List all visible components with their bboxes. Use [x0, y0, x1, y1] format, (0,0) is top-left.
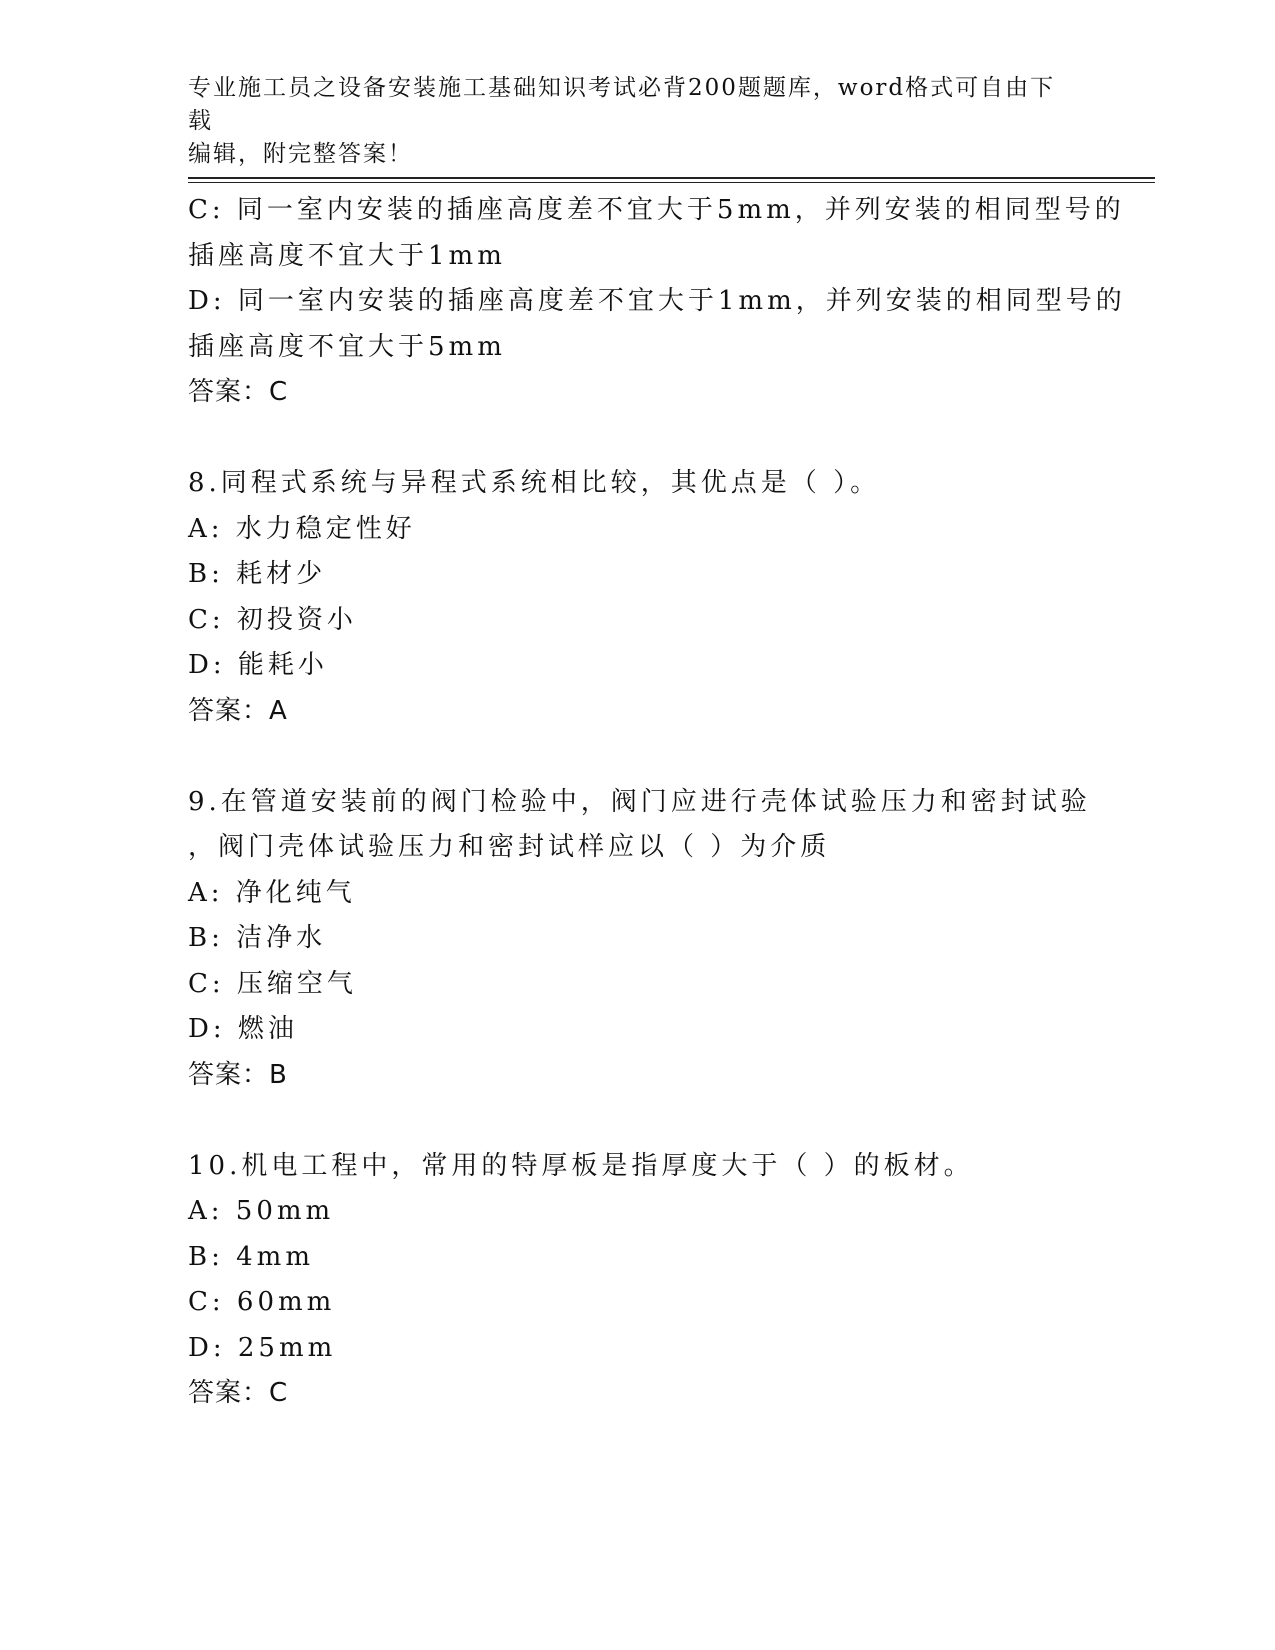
question-text-line-2: ，阀门壳体试验压力和密封试样应以（ ）为介质	[188, 832, 831, 862]
option-b: B: 4mm	[188, 1241, 314, 1272]
answer: 答案：C	[188, 1378, 289, 1408]
spacer	[188, 416, 1088, 462]
option-d: D: 燃油	[188, 1014, 298, 1044]
question-list	[188, 188, 1126, 1417]
option-d: D: 25mm	[188, 1332, 337, 1363]
option-c-line-1: C: 同一室内安装的插座高度差不宜大于5mm，并列安装的相同型号的	[188, 195, 1125, 225]
question-9	[188, 780, 1091, 1099]
question-7-continued	[188, 188, 1126, 416]
question-text: 10.机电工程中，常用的特厚板是指厚度大于（ ）的板材。	[188, 1150, 974, 1181]
option-a: A: 水力稳定性好	[188, 513, 416, 544]
header-title-line-2: 编辑，附完整答案！	[188, 141, 413, 167]
option-b: B: 洁净水	[188, 923, 327, 953]
option-a: A: 净化纯气	[188, 877, 356, 908]
document-header	[188, 72, 1068, 171]
option-d-line-2: 插座高度不宜大于5mm	[188, 331, 506, 362]
spacer	[188, 1098, 1088, 1144]
answer: 答案：B	[188, 1059, 288, 1090]
question-10	[188, 1144, 1088, 1417]
answer: 答案：C	[188, 377, 289, 407]
question-8	[188, 461, 1088, 734]
option-a: A: 50mm	[188, 1196, 335, 1226]
header-divider	[188, 177, 1155, 183]
spacer	[188, 734, 1088, 780]
question-text: 8.同程式系统与异程式系统相比较，其优点是（ ）。	[188, 468, 881, 498]
option-d-line-1: D: 同一室内安装的插座高度差不宜大于1mm，并列安装的相同型号的	[188, 286, 1126, 316]
option-c-line-2: 插座高度不宜大于1mm	[188, 240, 506, 271]
option-d: D: 能耗小	[188, 650, 328, 680]
option-c: C: 初投资小	[188, 604, 357, 635]
answer: 答案：A	[188, 695, 288, 726]
header-title-line-1: 专业施工员之设备安装施工基础知识考试必背200题题库，word格式可自由下载	[188, 75, 1056, 134]
option-b: B: 耗材少	[188, 559, 327, 589]
option-c: C: 压缩空气	[188, 968, 357, 999]
question-text-line-1: 9.在管道安装前的阀门检验中，阀门应进行壳体试验压力和密封试验	[188, 786, 1091, 817]
option-c: C: 60mm	[188, 1287, 336, 1317]
